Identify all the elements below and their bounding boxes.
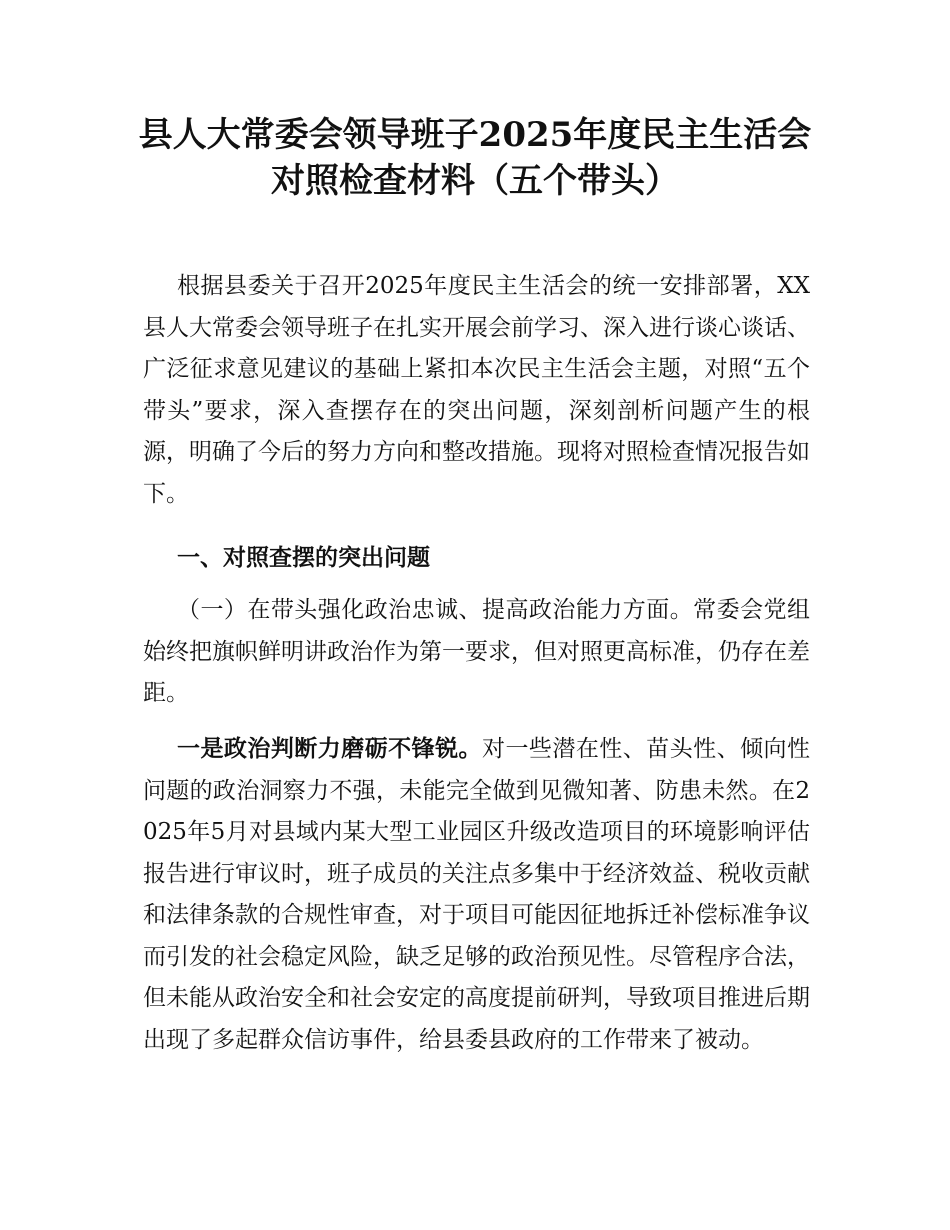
section-heading-1: 一、对照查摆的突出问题: [177, 545, 430, 571]
document-title-line-1: 县人大常委会领导班子2025年度民主生活会: [138, 115, 812, 155]
subsection-1-paragraph: （一）在带头强化政治忠诚、提高政治能力方面。常委会党组始终把旗帜鲜明讲政治作为第一要求，但对照更高标准，仍存在差距。: [143, 597, 810, 706]
point-1-lead: 一是政治判断力磨砺不锋锐。: [177, 736, 482, 762]
intro-paragraph: 根据县委关于召开2025年度民主生活会的统一安排部署，XX县人大常委会领导班子在扎实开展会前学习、深入进行谈心谈话、广泛征求意见建议的基础上紧扣本次民主生活会主题，对照“五个带头”要求，深入查摆存在的突出问题，深刻剖析问题产生的根源，明确了今后的努力方向和整改措施。现将对照检查情况报告如下。: [143, 273, 810, 507]
point-1-body: 对一些潜在性、苗头性、倾向性问题的政治洞察力不强，未能完全做到见微知著、防患未然。在2025年5月对县域内某大型工业园区升级改造项目的环境影响评估报告进行审议时，班子成员的关注点多集中于经济效益、税收贡献和法律条款的合规性审查，对于项目可能因征地拆迁补偿标准争议而引发的社会稳定风险，缺乏足够的政治预见性。尽管程序合法，但未能从政治安全和社会安定的高度提前研判，导致项目推进后期出现了多起群众信访事件，给县委县政府的工作带来了被动。: [143, 736, 811, 1053]
document-title-line-2: 对照检查材料（五个带头）: [271, 161, 679, 201]
point-1-paragraph: [143, 729, 810, 1061]
